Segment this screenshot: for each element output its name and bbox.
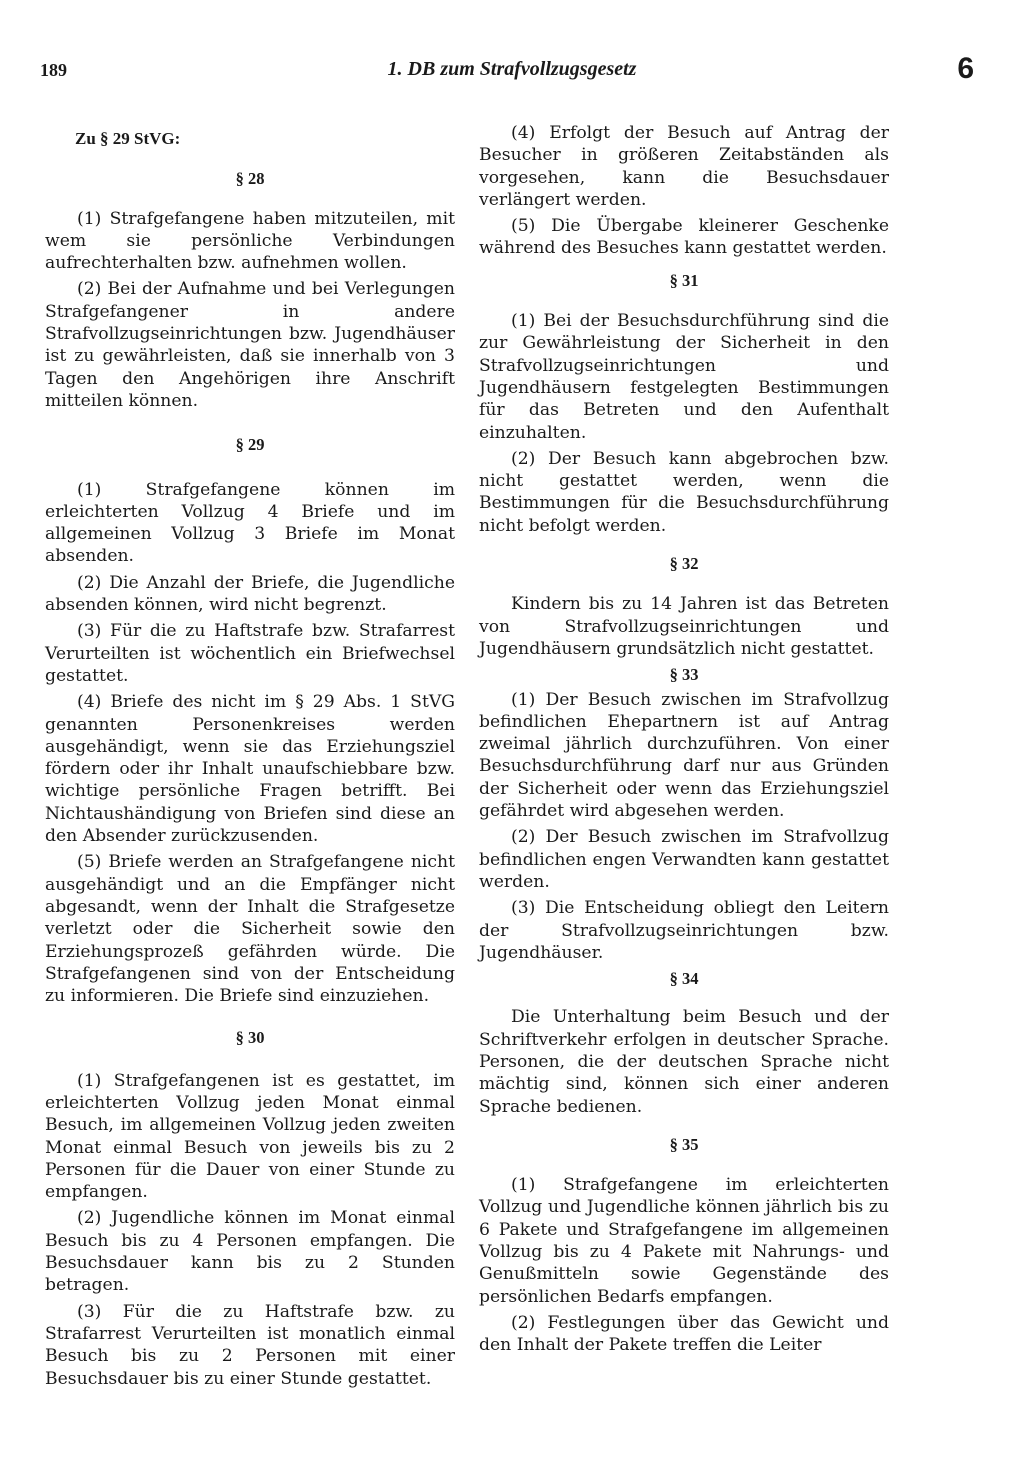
section-30-paragraph-3: (3) Für die zu Haftstrafe bzw. zu Strafarrest Verurteilten ist monatlich einmal Besuch bis zu 2 Personen mit einer Besuchsdauer bis zu einer Stunde gestattet. xyxy=(45,1301,455,1389)
section-30-paragraph-1: (1) Strafgefangenen ist es gestattet, im erleichterten Vollzug jeden Monat einmal Besuch, im allgemeinen Vollzug jeden zweiten Monat einmal Besuch von jeweils bis zu 2 Personen für die Dauer von einer Stunde zu empfangen. xyxy=(45,1070,455,1203)
section-30-paragraph-4: (4) Erfolgt der Besuch auf Antrag der Besucher in größeren Zeitabständen als vorgesehen, kann die Besuchsdauer verlängert werden. xyxy=(479,123,889,210)
section-31-paragraph-2: (2) Der Besuch kann abgebrochen bzw. nicht gestattet werden, wenn die Bestimmungen für die Besuchsdurchführung nicht befolgt werden. xyxy=(479,448,889,536)
page-number: 189 xyxy=(40,60,67,80)
section-34-paragraph-1: Die Unterhaltung beim Besuch und der Schriftverkehr erfolgen in deutscher Sprache. Personen, die der deutschen Sprache nicht mächtig sind, können sich einer anderen Sprache bedienen. xyxy=(479,1007,889,1117)
section-29-paragraph-4: (4) Briefe des nicht im § 29 Abs. 1 StVG genannten Personenkreises werden ausgehändigt, wenn sie das Erziehungsziel fördern oder ihr Inhalt unaufschiebbare bzw. wichtige persönliche Fragen betrifft. Bei Nichtaushändigung von Briefen sind diese an den Absender zurückzusenden. xyxy=(45,692,455,847)
section-33-paragraph-3: (3) Die Entscheidung obliegt den Leitern der Strafvollzugseinrichtungen bzw. Jugendhäuser. xyxy=(479,898,889,963)
section-29-paragraph-1: (1) Strafgefangene können im erleichterten Vollzug 4 Briefe und im allgemeinen Vollzug 3 Briefe im Monat absenden. xyxy=(45,479,455,567)
section-31-heading: § 31 xyxy=(669,270,699,290)
section-33-paragraph-1: (1) Der Besuch zwischen im Strafvollzug befindlichen Ehepartnern ist auf Antrag zweimal jährlich durchzuführen. Von einer Besuchsdurchführung darf nur aus Gründen der Sicherheit oder wenn das Erziehungsziel gefährdet wird abgesehen werden. xyxy=(479,689,889,822)
section-29-heading: § 29 xyxy=(235,435,265,455)
section-30-paragraph-5: (5) Die Übergabe kleinerer Geschenke während des Besuches kann gestattet werden. xyxy=(479,216,889,259)
section-30-paragraph-2: (2) Jugendliche können im Monat einmal Besuch bis zu 4 Personen empfangen. Die Besuchsdauer kann bis zu 2 Stunden betragen. xyxy=(45,1208,455,1296)
section-29-paragraph-2: (2) Die Anzahl der Briefe, die Jugendliche absenden können, wird nicht begrenzt. xyxy=(45,572,455,616)
section-35-paragraph-2: (2) Festlegungen über das Gewicht und den Inhalt der Pakete treffen die Leiter xyxy=(479,1312,889,1356)
section-28-heading: § 28 xyxy=(235,169,265,189)
section-intro-heading: Zu § 29 StVG: xyxy=(75,129,181,148)
chapter-number: 6 xyxy=(957,52,974,85)
section-28-paragraph-1: (1) Strafgefangene haben mitzuteilen, mit wem sie persönliche Verbindungen aufrechterhalten bzw. aufnehmen wollen. xyxy=(45,208,455,274)
section-35-heading: § 35 xyxy=(669,1134,699,1154)
page-header xyxy=(40,52,984,90)
section-29-paragraph-3: (3) Für die zu Haftstrafe bzw. Strafarrest Verurteilten ist wöchentlich ein Briefwechsel gestattet. xyxy=(45,621,455,686)
section-35-paragraph-1: (1) Strafgefangene im erleichterten Vollzug und Jugendliche können jährlich bis zu 6 Pakete und Strafgefangene im allgemeinen Vollzug bis zu 4 Pakete mit Nahrungs- und Genußmitteln sowie Gegenstände des persönlichen Bedarfs empfangen. xyxy=(479,1175,889,1307)
section-33-paragraph-2: (2) Der Besuch zwischen im Strafvollzug befindlichen engen Verwandten kann gestattet werden. xyxy=(479,827,889,892)
section-28-paragraph-2: (2) Bei der Aufnahme und bei Verlegungen Strafgefangener in andere Strafvollzugseinrichtungen bzw. Jugendhäuser ist zu gewährleisten, daß sie innerhalb von 3 Tagen den Angehörigen ihre Anschrift mitteilen können. xyxy=(45,279,455,411)
running-title: 1. DB zum Strafvollzugsgesetz xyxy=(387,58,637,80)
right-column xyxy=(479,122,889,1361)
section-30-heading: § 30 xyxy=(235,1028,265,1048)
section-32-paragraph-1: Kindern bis zu 14 Jahren ist das Betreten von Strafvollzugseinrichtungen und Jugendhäusern grundsätzlich nicht gestattet. xyxy=(479,594,889,659)
section-31-paragraph-1: (1) Bei der Besuchsdurchführung sind die zur Gewährleistung der Sicherheit in den Strafvollzugseinrichtungen und Jugendhäusern festgelegten Bestimmungen für das Betreten und den Aufenthalt einzuhalten. xyxy=(479,311,889,443)
left-column xyxy=(45,122,455,1394)
section-32-heading: § 32 xyxy=(669,554,699,574)
section-33-heading: § 33 xyxy=(669,665,699,685)
section-29-paragraph-5: (5) Briefe werden an Strafgefangene nicht ausgehändigt und an die Empfänger nicht abgesandt, wenn der Inhalt die Strafgesetze verletzt oder die Sicherheit sowie den Erziehungsprozeß gefährden würde. Die Strafgefangenen sind von der Entscheidung zu informieren. Die Briefe sind einzuziehen. xyxy=(45,852,455,1007)
section-34-heading: § 34 xyxy=(669,969,699,989)
